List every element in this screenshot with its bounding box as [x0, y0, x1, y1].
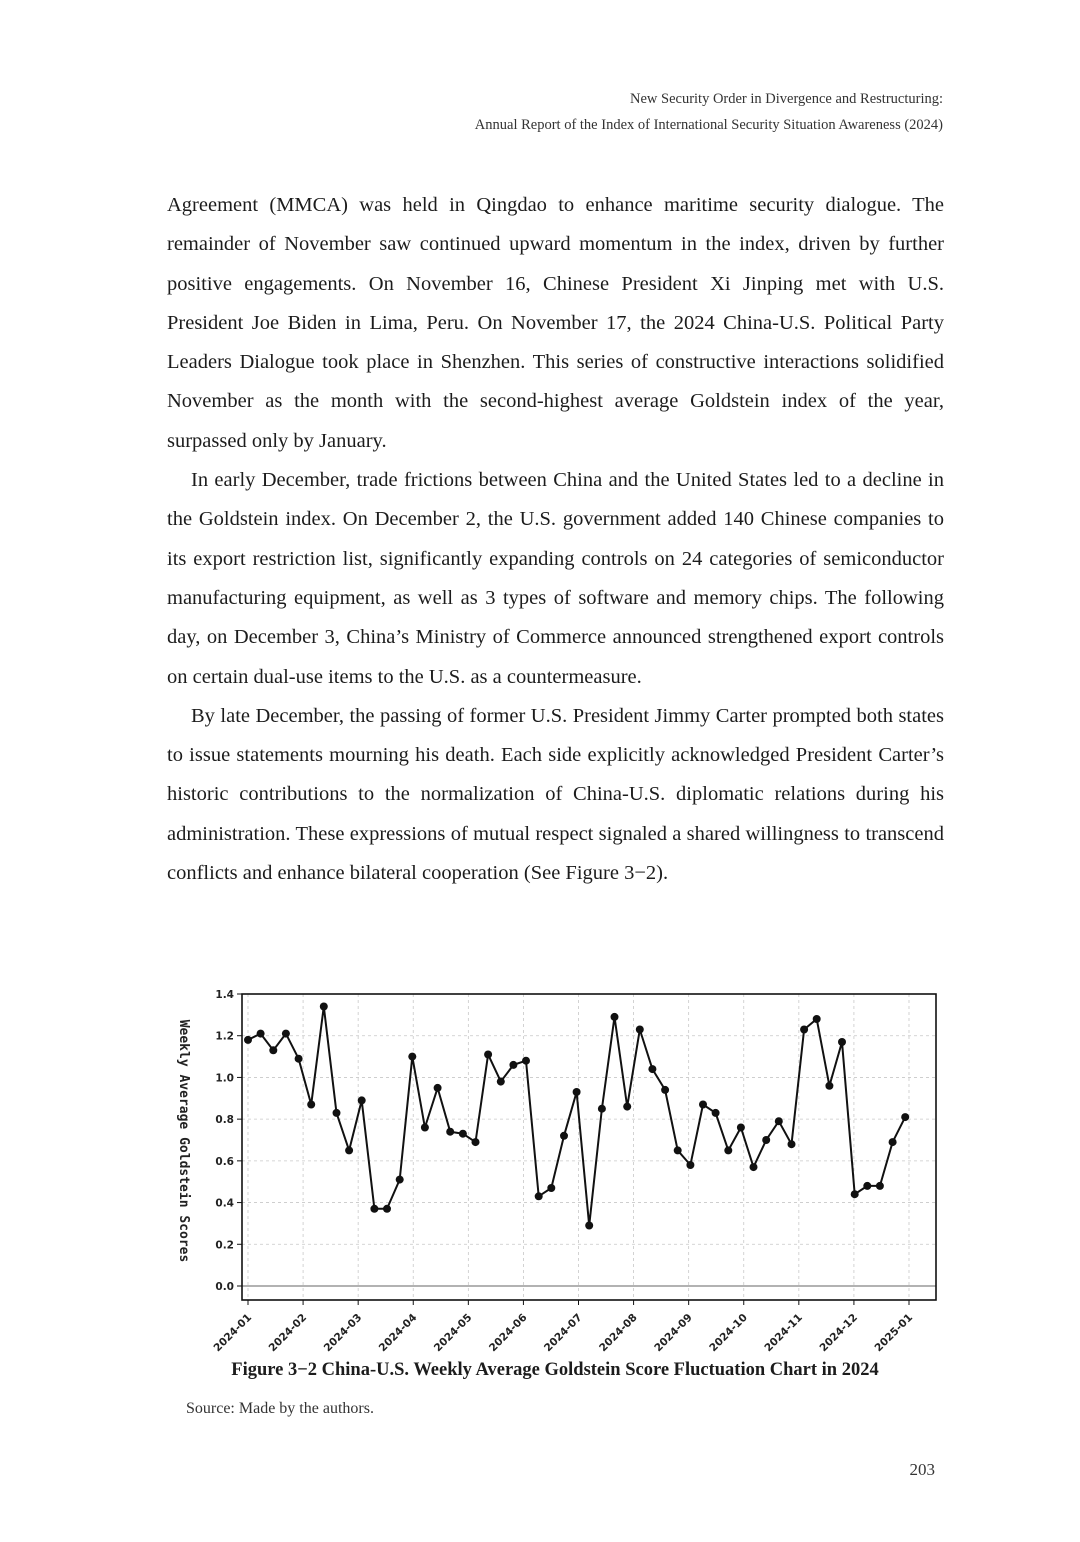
data-point	[257, 1030, 265, 1038]
paragraph: By late December, the passing of former U.S. President Jimmy Carter prompted both states to issue statements mourning his death. Each side explicitly acknowledged President Carter’s historic contributions to the normalization of China-U.S. diplomatic relations during his administration. These expressions of mutual respect signaled a shared willingness to transcend conflicts and enhance bilateral cooperation (See Figure 3−2).	[167, 704, 944, 885]
y-tick-label: 0.2	[215, 1239, 234, 1252]
x-tick-label: 2024-09	[652, 1311, 695, 1355]
figure-source: Source: Made by the authors.	[186, 1400, 374, 1417]
data-point	[295, 1055, 303, 1063]
data-point	[813, 1015, 821, 1023]
x-tick-label: 2024-03	[321, 1311, 365, 1355]
data-point	[712, 1109, 720, 1117]
data-point	[838, 1038, 846, 1046]
paragraph: In early December, trade frictions between China and the United States led to a decline in the Goldstein index. On December 2, the U.S. government added 140 Chinese companies to its export restriction list, significantly expanding controls on 24 categories of semiconductor manufacturing equipment, as well as 3 types of software and memory chips. The following day, on December 3, China’s Ministry of Commerce announced strengthened export controls on certain dual-use items to the U.S. as a countermeasure.	[167, 469, 944, 688]
data-point	[775, 1117, 783, 1125]
plot-area-frame	[242, 994, 936, 1300]
data-point	[509, 1061, 517, 1069]
data-point	[535, 1192, 543, 1200]
data-point	[408, 1053, 416, 1061]
x-tick-label: 2024-02	[266, 1311, 310, 1355]
y-axis-ticks	[215, 989, 242, 1293]
data-points	[244, 1003, 909, 1230]
x-tick-label: 2024-11	[762, 1311, 805, 1355]
data-point	[699, 1101, 707, 1109]
chart-gridlines	[242, 994, 936, 1300]
running-header-line-2: Annual Report of the Index of International Security Situation Awareness (2024)	[474, 117, 943, 133]
data-point	[459, 1130, 467, 1138]
data-point	[333, 1109, 341, 1117]
data-point	[750, 1163, 758, 1171]
data-point	[648, 1065, 656, 1073]
y-tick-label: 1.0	[215, 1072, 234, 1085]
paragraph: Agreement (MMCA) was held in Qingdao to enhance maritime security dialogue. The remainder of November saw continued upward momentum in the index, driven by further positive engagements. On November 16, Chinese President Xi Jinping met with U.S. President Joe Biden in Lima, Peru. On November 17, the 2024 China-U.S. Political Party Leaders Dialogue took place in Shenzhen. This series of constructive interactions solidified November as the month with the second-highest average Goldstein index of the year, surpassed only by January.	[167, 194, 944, 452]
data-point	[282, 1030, 290, 1038]
data-point	[573, 1088, 581, 1096]
data-point	[446, 1128, 454, 1136]
x-tick-label: 2025-01	[872, 1311, 916, 1355]
data-point	[889, 1138, 897, 1146]
data-point	[244, 1036, 252, 1044]
body-text	[167, 186, 944, 893]
data-point	[434, 1084, 442, 1092]
data-point	[320, 1003, 328, 1011]
x-tick-label: 2024-06	[486, 1311, 530, 1355]
data-point	[851, 1190, 859, 1198]
data-point	[522, 1057, 530, 1065]
data-point	[737, 1124, 745, 1132]
figure-caption: Figure 3−2 China-U.S. Weekly Average Goldstein Score Fluctuation Chart in 2024	[231, 1360, 879, 1380]
data-point	[724, 1146, 732, 1154]
data-point	[497, 1078, 505, 1086]
data-point	[383, 1205, 391, 1213]
data-point	[598, 1105, 606, 1113]
x-tick-label: 2024-10	[707, 1311, 750, 1355]
data-point	[686, 1161, 694, 1169]
x-tick-label: 2024-07	[542, 1311, 585, 1355]
data-point	[547, 1184, 555, 1192]
data-point	[674, 1146, 682, 1154]
data-point	[800, 1026, 808, 1034]
data-point	[560, 1132, 568, 1140]
data-point	[484, 1051, 492, 1059]
data-point	[623, 1103, 631, 1111]
data-point	[370, 1205, 378, 1213]
data-point	[472, 1138, 480, 1146]
data-point	[269, 1046, 277, 1054]
y-axis-label: Weekly Average Goldstein Scores	[176, 1019, 191, 1263]
data-point	[825, 1082, 833, 1090]
data-point	[863, 1182, 871, 1190]
data-point	[396, 1176, 404, 1184]
x-tick-label: 2024-01	[211, 1311, 255, 1355]
x-tick-label: 2024-08	[597, 1311, 640, 1355]
y-tick-label: 1.4	[215, 989, 234, 1001]
x-tick-label: 2024-05	[431, 1311, 475, 1355]
data-point	[358, 1096, 366, 1104]
data-point	[636, 1026, 644, 1034]
goldstein-line-chart	[160, 982, 960, 1357]
data-point	[307, 1101, 315, 1109]
data-point	[421, 1124, 429, 1132]
x-tick-label: 2024-12	[817, 1311, 861, 1355]
series-line	[248, 1007, 905, 1226]
running-header	[475, 86, 943, 138]
data-point	[876, 1182, 884, 1190]
data-point	[345, 1146, 353, 1154]
y-tick-label: 0.4	[215, 1197, 234, 1210]
x-axis-ticks	[212, 1300, 916, 1354]
y-tick-label: 0.8	[215, 1114, 234, 1127]
y-tick-label: 0.0	[215, 1281, 234, 1293]
data-point	[901, 1113, 909, 1121]
x-tick-label: 2024-04	[376, 1311, 420, 1355]
y-tick-label: 0.6	[215, 1155, 234, 1168]
page-number: 203	[909, 1460, 935, 1479]
data-point	[585, 1222, 593, 1230]
data-point	[661, 1086, 669, 1094]
running-header-line-1: New Security Order in Divergence and Restructuring:	[630, 91, 943, 107]
data-point	[788, 1140, 796, 1148]
data-point	[762, 1136, 770, 1144]
data-point	[611, 1013, 619, 1021]
y-tick-label: 1.2	[215, 1030, 234, 1043]
